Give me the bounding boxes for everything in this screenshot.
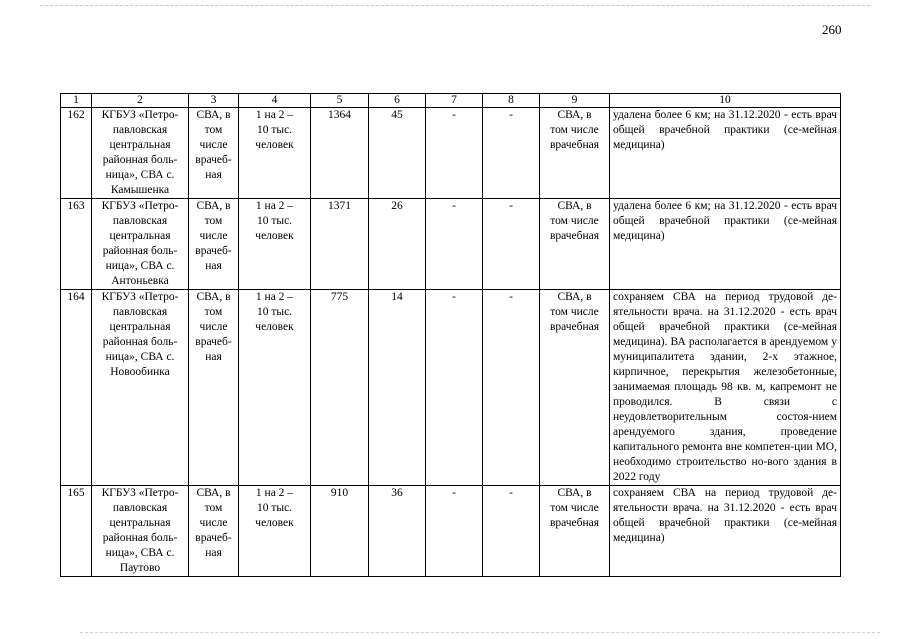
col-header: 4 [239,94,311,108]
value-cell: 1371 [311,199,369,290]
organization-cell: КГБУЗ «Петро- павловская центральная районная боль- ница», СВА с. Паутово [92,486,189,577]
note-cell: сохраняем СВА на период трудовой де-ятельности врача. на 31.12.2020 - есть врач общей врачебной практики (се-мейная медицина) [610,486,841,577]
organization-cell: КГБУЗ «Петро- павловская центральная районная боль- ница», СВА с. Новообинка [92,290,189,486]
value-cell: - [426,108,483,199]
row-number: 165 [61,486,92,577]
value-cell: 14 [369,290,426,486]
col-header: 3 [189,94,239,108]
value-cell: 36 [369,486,426,577]
value-cell: 45 [369,108,426,199]
population-norm-cell: 1 на 2 – 10 тыс. человек [239,290,311,486]
organization-cell: КГБУЗ «Петро- павловская центральная районная боль- ница», СВА с. Антоньевка [92,199,189,290]
planned-unit-cell: СВА, в том числе врачебная [540,199,610,290]
value-cell: - [483,108,540,199]
value-cell: 1364 [311,108,369,199]
population-norm-cell: 1 на 2 – 10 тыс. человек [239,199,311,290]
col-header: 6 [369,94,426,108]
col-header: 7 [426,94,483,108]
value-cell: - [426,486,483,577]
table-row [61,486,841,577]
value-cell: - [426,199,483,290]
unit-type-cell: СВА, в том числе врачеб- ная [189,108,239,199]
col-header: 5 [311,94,369,108]
note-cell: удалена более 6 км; на 31.12.2020 - есть врач общей врачебной практики (се-мейная медицина) [610,108,841,199]
value-cell: - [426,290,483,486]
col-header: 2 [92,94,189,108]
value-cell: - [483,486,540,577]
note-cell: сохраняем СВА на период трудовой де-ятельности врача. на 31.12.2020 - есть врач общей врачебной практики (се-мейная медицина). ВА располагается в арендуемом у муниципалитета здании, 2-х этажное, кирпичное, перекрытия железобетонные, занимаемая площадь 98 кв. м, капремонт не проводился. В связи с неудовлетворительным состоя-нием арендуемого здания, проведение капитального ремонта вне компетен-ции МО, необходимо строительство но-вого здания в 2022 году [610,290,841,486]
col-header: 1 [61,94,92,108]
population-norm-cell: 1 на 2 – 10 тыс. человек [239,486,311,577]
table-row [61,108,841,199]
scan-edge-top [40,5,870,6]
unit-type-cell: СВА, в том числе врачеб- ная [189,199,239,290]
planned-unit-cell: СВА, в том числе врачебная [540,486,610,577]
row-number: 164 [61,290,92,486]
note-cell: удалена более 6 км; на 31.12.2020 - есть врач общей врачебной практики (се-мейная медицина) [610,199,841,290]
population-norm-cell: 1 на 2 – 10 тыс. человек [239,108,311,199]
scan-edge-bottom [80,632,880,633]
data-table [60,93,841,577]
table-row [61,199,841,290]
col-header: 9 [540,94,610,108]
planned-unit-cell: СВА, в том числе врачебная [540,290,610,486]
header-row [61,94,841,108]
row-number: 162 [61,108,92,199]
unit-type-cell: СВА, в том числе врачеб- ная [189,290,239,486]
planned-unit-cell: СВА, в том числе врачебная [540,108,610,199]
organization-cell: КГБУЗ «Петро- павловская центральная районная боль- ница», СВА с. Камышенка [92,108,189,199]
row-number: 163 [61,199,92,290]
value-cell: 910 [311,486,369,577]
value-cell: - [483,290,540,486]
page-number: 260 [822,22,842,37]
table-row [61,290,841,486]
value-cell: 775 [311,290,369,486]
col-header: 8 [483,94,540,108]
unit-type-cell: СВА, в том числе врачеб- ная [189,486,239,577]
value-cell: - [483,199,540,290]
col-header: 10 [610,94,841,108]
value-cell: 26 [369,199,426,290]
